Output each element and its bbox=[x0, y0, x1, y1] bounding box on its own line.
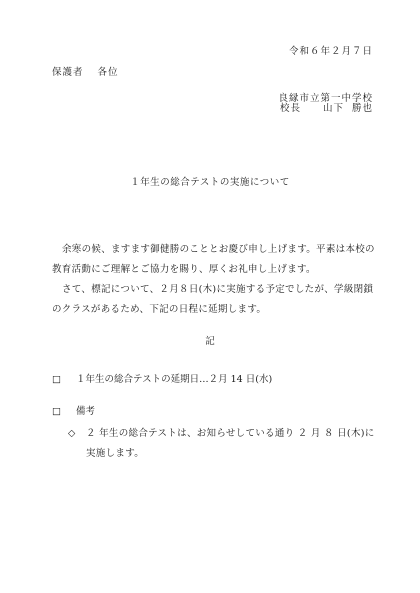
remarks-note bbox=[68, 424, 384, 464]
list-item-postponed-date bbox=[52, 375, 272, 385]
list-item-remarks bbox=[52, 407, 95, 417]
remarks-note-text: ２ 年生の総合テストは、お知らせしている通り ２ 月 ８ 日(木)に実施します。 bbox=[86, 428, 375, 459]
body-paragraph-notice: さて、標記について、２月８日(木)に実施する予定でしたが、学級閉鎖のクラスがあるため、下記の日程に延期します。 bbox=[52, 284, 374, 315]
letter-subject: １年生の総合テストの実施について bbox=[130, 177, 290, 188]
recipient-role: 保護者 bbox=[52, 67, 84, 78]
list-item-text: 備考 bbox=[76, 406, 96, 417]
sender-title: 校長 bbox=[279, 103, 301, 114]
sender-school: 良縁市立第一中学校 bbox=[278, 93, 373, 104]
recipient-line bbox=[52, 68, 119, 78]
recipient-honorific: 各位 bbox=[97, 67, 119, 78]
ki-heading: 記 bbox=[205, 336, 215, 347]
sender-principal-line bbox=[280, 104, 373, 114]
sender-name-family: 山下 bbox=[322, 103, 344, 114]
diamond-bullet-icon: ◇ bbox=[68, 428, 76, 439]
body-paragraph-greeting: 余寒の候、ますます御健勝のこととお慶び申し上げます。平素は本校の教育活動にご理解とご協力を賜り、厚くお礼申し上げます。 bbox=[52, 244, 375, 275]
sender-name-given: 勝也 bbox=[351, 103, 373, 114]
list-item-text: １年生の総合テストの延期日…２月 14 日(水) bbox=[76, 374, 273, 385]
checkbox-square-icon: □ bbox=[52, 374, 61, 385]
checkbox-square-icon: □ bbox=[52, 406, 61, 417]
letter-date: 令和６年２月７日 bbox=[288, 46, 373, 57]
